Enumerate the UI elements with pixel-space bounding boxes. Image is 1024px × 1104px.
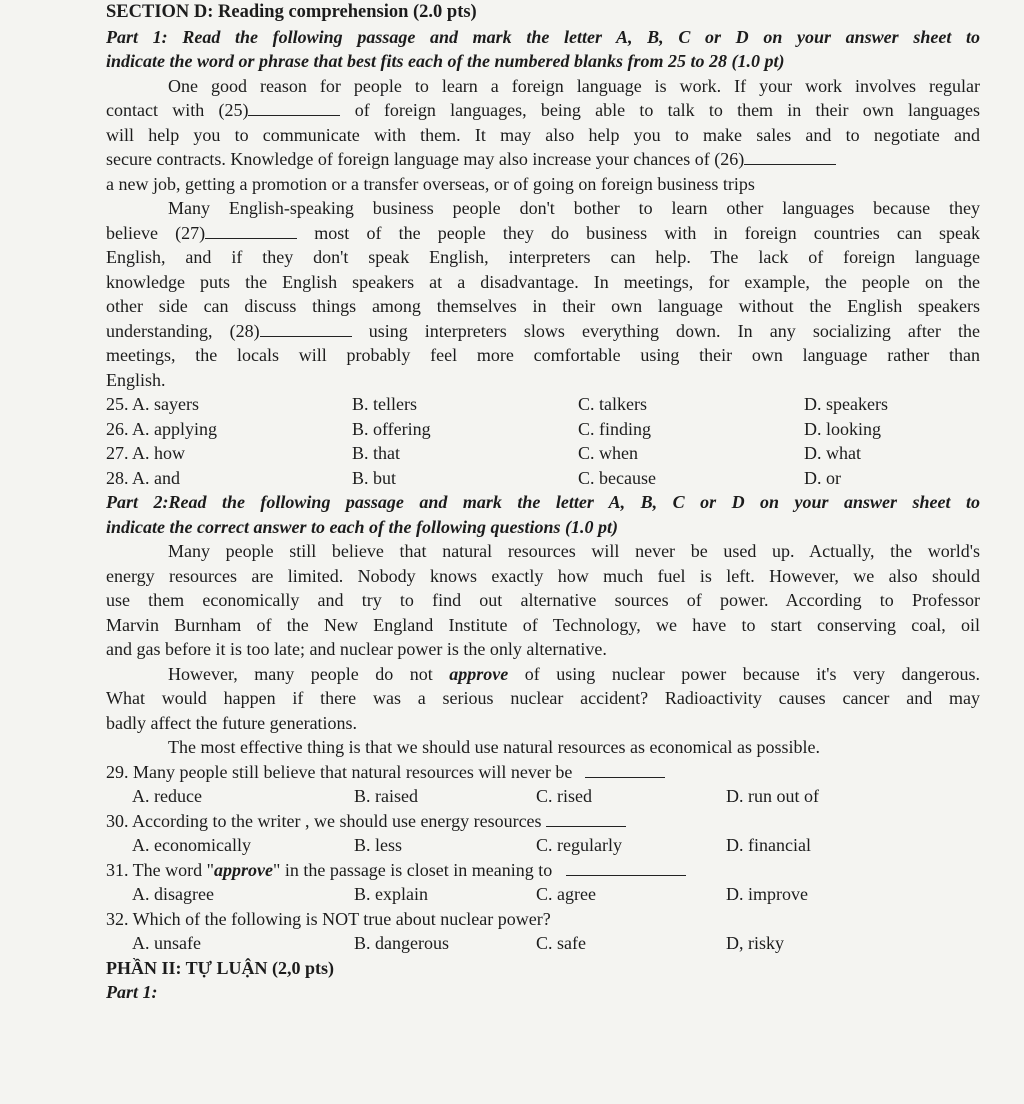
option-c: C. rised (536, 786, 592, 806)
passage1-line: other side can discuss things among themselves in their own language without the English speakers (106, 296, 980, 316)
option-d: D. looking (804, 418, 882, 439)
option-a: 27. A. how (106, 443, 186, 463)
passage1-line: knowledge puts the English speakers at a disadvantage. In meetings, for example, the people on the (106, 271, 980, 292)
blank-26 (744, 148, 836, 165)
answer-blank (566, 859, 686, 876)
option-b: B. tellers (352, 394, 417, 414)
option-b: B. less (354, 835, 403, 855)
passage1-line: will help you to communicate with them. It may also help you to make sales and to negotiate and (106, 124, 980, 145)
option-d: D, risky (726, 933, 784, 953)
passage2-line: The most effective thing is that we should use natural resources as economical as possible. (168, 737, 820, 757)
passage1-line: English, and if they don't speak English, interpreters can help. The lack of foreign language (106, 247, 980, 267)
option-c: C. finding (578, 418, 652, 439)
passage1-line: Many English-speaking business people don't bother to learn other languages because they (168, 198, 980, 218)
option-a: 28. A. and (106, 467, 180, 488)
passage1-line: believe (27) most of the people they do business with in foreign countries can speak (106, 222, 981, 243)
blank-27 (205, 222, 297, 239)
option-d: D. what (804, 443, 861, 463)
option-b: B. offering (352, 418, 431, 439)
section2-title: PHẦN II: TỰ LUẬN (2,0 pts) (106, 957, 335, 978)
option-a: A. reduce (132, 786, 202, 806)
passage2-line: Many people still believe that natural resources will never be used up. Actually, the world's (168, 541, 980, 561)
exam-page (106, 0, 980, 1005)
question-row (106, 417, 980, 442)
question-stem: 32. Which of the following is NOT true about nuclear power? (106, 908, 551, 929)
section2-part-label: Part 1: (106, 982, 158, 1002)
highlighted-word: approve (449, 663, 509, 684)
option-b: B. explain (354, 884, 428, 904)
answer-blank (585, 761, 665, 778)
passage2-line: However, many people do not approve of using nuclear power because it's very dangerous. (168, 663, 980, 684)
option-b: B. but (352, 467, 397, 488)
question-row (106, 931, 980, 956)
option-a: A. economically (132, 835, 251, 855)
passage2-line: What would happen if there was a serious nuclear accident? Radioactivity causes cancer and may (106, 688, 980, 708)
option-a: 26. A. applying (106, 418, 217, 439)
option-b: B. dangerous (354, 933, 449, 953)
option-c: C. when (578, 443, 638, 463)
part1-instruction-line2: indicate the word or phrase that best fits each of the numbered blanks from 25 to 28 (1.0 pt) (106, 51, 785, 71)
part1-instruction-line1: Part 1: Read the following passage and mark the letter A, B, C or D on your answer sheet to (106, 26, 980, 47)
blank-28 (260, 320, 352, 337)
option-c: C. regularly (536, 835, 622, 855)
option-d: D. financial (726, 835, 811, 855)
passage1-line: secure contracts. Knowledge of foreign language may also increase your chances of (26) (106, 147, 980, 172)
passage2-line: use them economically and try to find out alternative sources of power. According to Professor (106, 590, 980, 610)
passage1-line: One good reason for people to learn a foreign language is work. If your work involves regular (168, 75, 980, 96)
option-d: D. run out of (726, 786, 819, 806)
passage1-line: understanding, (28) using interpreters slows everything down. In any socializing after the (106, 320, 980, 341)
passage1-line: a new job, getting a promotion or a transfer overseas, or of going on foreign business trips (106, 173, 755, 194)
question-row (106, 784, 980, 809)
option-d: D. speakers (804, 394, 888, 414)
question-stem: 29. Many people still believe that natural resources will never be (106, 760, 980, 785)
option-a: 25. A. sayers (106, 394, 199, 414)
option-c: C. because (578, 467, 656, 488)
passage1-line: meetings, the locals will probably feel more comfortable using their own language rather than (106, 345, 980, 365)
passage1-line: contact with (25) of foreign languages, being able to talk to them in their own languages (106, 100, 980, 120)
passage2-line: Marvin Burnham of the New England Institute of Technology, we have to start conserving coal, oil (106, 614, 980, 635)
answer-blank (546, 810, 626, 827)
section-title: SECTION D: Reading comprehension (2.0 pts) (106, 2, 477, 22)
option-c: C. safe (536, 933, 586, 953)
passage2-line: badly affect the future generations. (106, 712, 358, 733)
part2-instruction-line1: Part 2:Read the following passage and mark the letter A, B, C or D on your answer sheet to (106, 492, 980, 512)
passage2-line: energy resources are limited. Nobody knows exactly how much fuel is left. However, we also should (106, 565, 980, 586)
option-b: B. raised (354, 786, 418, 806)
question-row (106, 466, 980, 491)
question-row (106, 392, 980, 417)
blank-25 (248, 99, 340, 116)
question-row (106, 882, 980, 907)
question-stem: 31. The word "approve" in the passage is closet in meaning to (106, 858, 980, 883)
question-stem: 30. According to the writer , we should use energy resources (106, 809, 980, 834)
question-row (106, 833, 980, 858)
passage2-line: and gas before it is too late; and nuclear power is the only alternative. (106, 639, 607, 659)
passage1-line: English. (106, 369, 166, 390)
option-d: D. improve (726, 884, 808, 904)
question-row (106, 441, 980, 466)
option-c: C. talkers (578, 394, 647, 414)
option-d: D. or (804, 467, 841, 488)
option-a: A. disagree (132, 884, 214, 904)
highlighted-word: approve (214, 859, 273, 880)
option-b: B. that (352, 443, 400, 463)
option-a: A. unsafe (132, 933, 201, 953)
option-c: C. agree (536, 884, 596, 904)
part2-instruction-line2: indicate the correct answer to each of the following questions (1.0 pt) (106, 516, 618, 537)
